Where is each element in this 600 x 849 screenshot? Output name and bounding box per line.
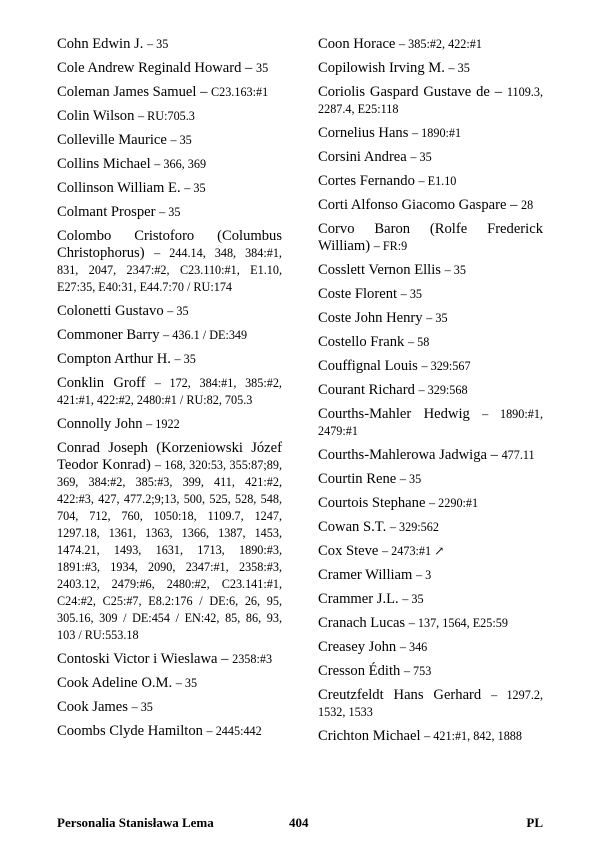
entry-name: Contoski Victor i Wieslawa – (57, 651, 229, 667)
entry-refs: – 366, 369 (154, 157, 207, 171)
entry-name: Cox Steve (318, 543, 379, 559)
index-entry (318, 663, 543, 680)
entry-name: Colonetti Gustavo (57, 303, 164, 319)
entry-name: Copilowish Irving M. (318, 60, 445, 76)
entry-name: Courtois Stephane (318, 495, 426, 511)
entry-name: Cortes Fernando (318, 173, 415, 189)
index-entry (57, 416, 282, 433)
entry-name: Crichton Michael (318, 728, 421, 744)
entry-name: Cowan S.T. (318, 519, 387, 535)
entry-refs: 1109.3, 2287.4, E25:118 (318, 85, 543, 116)
index-entry (57, 327, 282, 344)
entry-refs: – 35 (410, 150, 432, 164)
entry-name: Conklin Groff (57, 375, 146, 391)
entry-refs: – 2290:#1 (429, 496, 479, 510)
entry-refs: – 35 (184, 181, 206, 195)
index-entry (318, 197, 543, 214)
entry-name: Collinson William E. (57, 180, 181, 196)
index-entry (57, 228, 282, 296)
index-entry (57, 180, 282, 197)
entry-name: Coste Florent (318, 286, 398, 302)
index-entry (318, 406, 543, 440)
entry-refs: – 1297.2, 1532, 1533 (318, 688, 543, 719)
entry-name: Courtin Rene (318, 471, 397, 487)
entry-name: Corti Alfonso Giacomo Gaspare – (318, 197, 518, 213)
entry-name: Cramer William (318, 567, 413, 583)
entry-name: Cook Adeline O.M. (57, 675, 173, 691)
entry-name: Connolly John (57, 416, 143, 432)
index-entry (57, 132, 282, 149)
entry-refs: – 329:562 (389, 520, 439, 534)
entry-name: Cornelius Hans (318, 125, 409, 141)
entry-name: Colmant Prosper (57, 204, 156, 220)
entry-name: Cosslett Vernon Ellis (318, 262, 441, 278)
entry-refs: – 1890:#1, 2479:#1 (318, 407, 543, 438)
index-entry (57, 108, 282, 125)
index-entry (57, 440, 282, 644)
entry-refs: – 346 (399, 640, 428, 654)
entry-refs: 28 (521, 198, 534, 212)
index-entry (318, 60, 543, 77)
entry-name: Colombo Cristoforo (Columbus Christophorus) (57, 228, 282, 261)
index-entry (318, 382, 543, 399)
entry-name: Coriolis Gaspard Gustave de – (318, 84, 503, 100)
entry-refs: – 35 (444, 263, 466, 277)
entry-refs: – 35 (131, 700, 153, 714)
right-column (318, 36, 543, 752)
index-entry (318, 728, 543, 745)
index-entry (57, 651, 282, 668)
entry-refs: – 2473:#1 ↗ (382, 544, 445, 558)
index-entry (318, 310, 543, 327)
entry-refs: – 35 (175, 676, 198, 690)
index-entry (318, 471, 543, 488)
index-entry (318, 334, 543, 351)
index-entry (318, 84, 543, 118)
index-entry (318, 149, 543, 166)
entry-refs: – 329:567 (421, 359, 471, 373)
entry-name: Costello Frank (318, 334, 405, 350)
entry-refs: – 35 (399, 472, 422, 486)
index-entry (318, 358, 543, 375)
index-entry (318, 567, 543, 584)
entry-refs: – 244.14, 348, 384:#1, 831, 2047, 2347:#2, C23.110:#1, E1.10, E27:35, E40:31, E44.7:70 / RU:174 (57, 246, 282, 294)
entry-refs: – 35 (448, 61, 470, 75)
page-number: 404 (289, 815, 309, 830)
index-entry (318, 262, 543, 279)
index-entry (57, 303, 282, 320)
entry-refs: 2358:#3 (232, 652, 273, 666)
index-entry (318, 591, 543, 608)
entry-refs: C23.163:#1 (210, 85, 269, 99)
entry-name: Coombs Clyde Hamilton (57, 723, 203, 739)
entry-name: Creasey John (318, 639, 397, 655)
entry-name: Cresson Édith (318, 663, 401, 679)
entry-name: Corsini Andrea (318, 149, 407, 165)
index-entry (57, 723, 282, 740)
entry-name: Coon Horace (318, 36, 396, 52)
index-entry (57, 156, 282, 173)
entry-name: Coste John Henry (318, 310, 423, 326)
entry-refs: – 35 (159, 205, 181, 219)
entry-name: Courths-Mahler Hedwig (318, 406, 470, 422)
entry-refs: – 172, 384:#1, 385:#2, 421:#1, 422:#2, 2480:#1 / RU:82, 705.3 (57, 376, 282, 407)
entry-name: Couffignal Louis (318, 358, 418, 374)
entry-refs: – 385:#2, 422:#1 (399, 37, 482, 51)
entry-name: Corvo Baron (Rolfe Frederick William) (318, 221, 543, 254)
index-entry (57, 699, 282, 716)
entry-name: Cranach Lucas (318, 615, 406, 631)
entry-refs: – 58 (407, 335, 430, 349)
index-entry (318, 447, 543, 464)
entry-refs: – FR:9 (373, 239, 408, 253)
entry-name: Creutzfeldt Hans Gerhard (318, 687, 482, 703)
index-entry (57, 36, 282, 53)
index-entry (318, 173, 543, 190)
entry-name: Compton Arthur H. (57, 351, 171, 367)
index-entry (318, 519, 543, 536)
index-entry (57, 351, 282, 368)
index-entry (318, 615, 543, 632)
entry-refs: – RU:705.3 (138, 109, 195, 123)
index-entry (318, 543, 543, 560)
entry-refs: – 35 (167, 304, 189, 318)
index-entry (318, 495, 543, 512)
entry-refs: – 436.1 / DE:349 (163, 328, 248, 342)
entry-name: Conrad Joseph (Korzeniowski Józef Teodor Konrad) (57, 440, 282, 473)
entry-refs: – 3 (416, 568, 432, 582)
entry-refs: – 1922 (146, 417, 180, 431)
entry-refs: – 35 (170, 133, 192, 147)
language-code: PL (526, 815, 543, 830)
entry-name: Commoner Barry (57, 327, 160, 343)
entry-refs: – E1.10 (418, 174, 457, 188)
index-entry (57, 675, 282, 692)
entry-name: Colin Wilson (57, 108, 135, 124)
entry-refs: – 35 (426, 311, 448, 325)
entry-name: Collins Michael (57, 156, 151, 172)
entry-refs: – 137, 1564, E25:59 (408, 616, 508, 630)
entry-refs: – 35 (402, 592, 424, 606)
index-entry (57, 84, 282, 101)
entry-refs: – 1890:#1 (412, 126, 462, 140)
entry-refs: – 2445:442 (206, 724, 262, 738)
entry-name: Cook James (57, 699, 128, 715)
page-footer (57, 815, 543, 833)
entry-name: Courths-Mahlerowa Jadwiga – (318, 447, 498, 463)
entry-refs: 35 (255, 61, 269, 75)
index-entry (318, 36, 543, 53)
index-entry (318, 286, 543, 303)
index-entry (57, 375, 282, 409)
left-column (57, 36, 282, 747)
index-entry (318, 687, 543, 721)
index-entry (57, 60, 282, 77)
entry-refs: – 329:568 (418, 383, 468, 397)
footer-title: Personalia Stanisława Lema (57, 815, 214, 830)
index-entry (318, 639, 543, 656)
entry-refs: – 35 (146, 37, 169, 51)
entry-refs: – 35 (174, 352, 196, 366)
entry-name: Coleman James Samuel – (57, 84, 208, 100)
entry-name: Crammer J.L. (318, 591, 399, 607)
index-entry (318, 125, 543, 142)
entry-refs: – 168, 320:53, 355:87;89, 369, 384:#2, 385:#3, 399, 411, 421:#2, 422:#3, 427, 477.2;9;13, 500, 525, 528, 548, 704, 712, 760, 1050:18, 1109.7, 1247, 1297.18, 1361, 1363, 1366, 1387, 1453, 1474.21, 1493, 1631, 1713, 1890:#3, 1891:#3, 1934, 2090, 2347:#1, 2358:#3, 2403.12, 2479:#6, 2480:#2, C23.141:#1, C24:#2, C25:#7, E8.2:176 / DE:6, 26, 95, 305.16, 309 / DE:454 / EN:42, 85, 86, 93, 103 / RU:553.18 (57, 458, 282, 642)
entry-name: Cohn Edwin J. (57, 36, 144, 52)
entry-refs: – 35 (400, 287, 422, 301)
entry-name: Courant Richard (318, 382, 415, 398)
index-entry (57, 204, 282, 221)
entry-name: Colleville Maurice (57, 132, 167, 148)
entry-refs: 477.11 (501, 448, 535, 462)
entry-refs: – 753 (403, 664, 432, 678)
index-entry (318, 221, 543, 255)
entry-name: Cole Andrew Reginald Howard – (57, 60, 253, 76)
entry-refs: – 421:#1, 842, 1888 (424, 729, 522, 743)
